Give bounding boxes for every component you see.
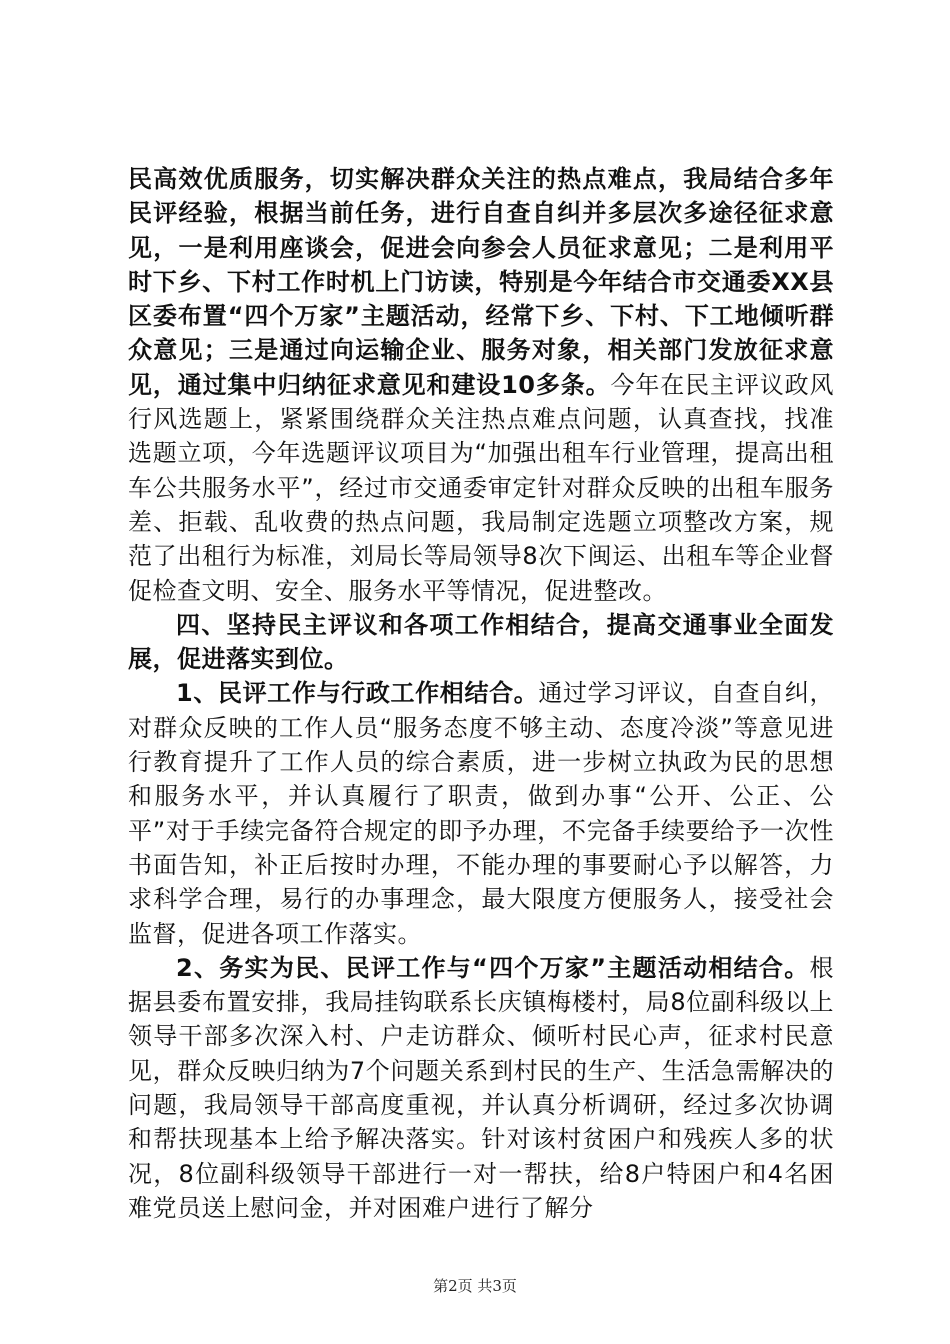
document-body xyxy=(128,162,834,1225)
item-2-text: 根据县委布置安排，我局挂钩联系长庆镇梅楼村，局8位副科级以上领导干部多次深入村、户走访群众、倾听村民心声，征求村民意见，群众反映归纳为7个问题关系到村民的生产、生活急需解决的问题，我局领导干部高度重视，并认真分析调研，经过多次协调和帮扶现基本上给予解决落实。针对该村贫困户和残疾人多的状况，8位副科级领导干部进行一对一帮扶，给8户特困户和4名困难党员送上慰问金，并对困难户进行了解分 xyxy=(128,953,834,1222)
paragraph-1-normal-text: 今年在民主评议政风行风选题上，紧紧围绕群众关注热点难点问题，认真查找，找准选题立项，今年选题评议项目为“加强出租车行业管理，提高出租车公共服务水平”，经过市交通委审定针对群众反映的出租车服务差、拒载、乱收费的热点问题，我局制定选题立项整改方案，规范了出租行为标准，刘局长等局领导8次下闽运、出租车等企业督促检查文明、安全、服务水平等情况，促进整改。 xyxy=(128,370,834,605)
item-1-paragraph xyxy=(128,676,834,950)
paragraph-1-bold-text: 民高效优质服务，切实解决群众关注的热点难点，我局结合多年民评经验，根据当前任务，进行自查自纠并多层次多途径征求意见，一是利用座谈会，促进会向参会人员征求意见；二是利用平时下乡、下村工作时机上门访读，特别是今年结合市交通委XX县区委布置“四个万家”主题活动，经常下乡、下村、下工地倾听群众意见；三是通过向运输企业、服务对象，相关部门发放征求意见，通过集中归纳征求意见和建设10多条。 xyxy=(128,165,834,399)
item-1-text: 通过学习评议，自查自纠，对群众反映的工作人员“服务态度不够主动、态度冷淡”等意见进行教育提升了工作人员的综合素质，进一步树立执政为民的思想和服务水平，并认真履行了职责，做到办事“公开、公正、公平”对于手续完备符合规定的即予办理，不完备手续要给予一次性书面告知，补正后按时办理，不能办理的事要耐心予以解答，力求科学合理，易行的办事理念，最大限度方便服务人，接受社会监督，促进各项工作落实。 xyxy=(128,679,834,948)
item-2-title: 2、务实为民、民评工作与“四个万家”主题活动相结合。 xyxy=(176,953,810,982)
paragraph-1 xyxy=(128,162,834,608)
page-footer: 第2页 共3页 xyxy=(433,1277,517,1295)
item-2-paragraph xyxy=(128,951,834,1225)
section-heading-4: 四、坚持民主评议和各项工作相结合，提高交通事业全面发展，促进落实到位。 xyxy=(128,610,834,674)
item-1-title: 1、民评工作与行政工作相结合。 xyxy=(176,679,539,708)
